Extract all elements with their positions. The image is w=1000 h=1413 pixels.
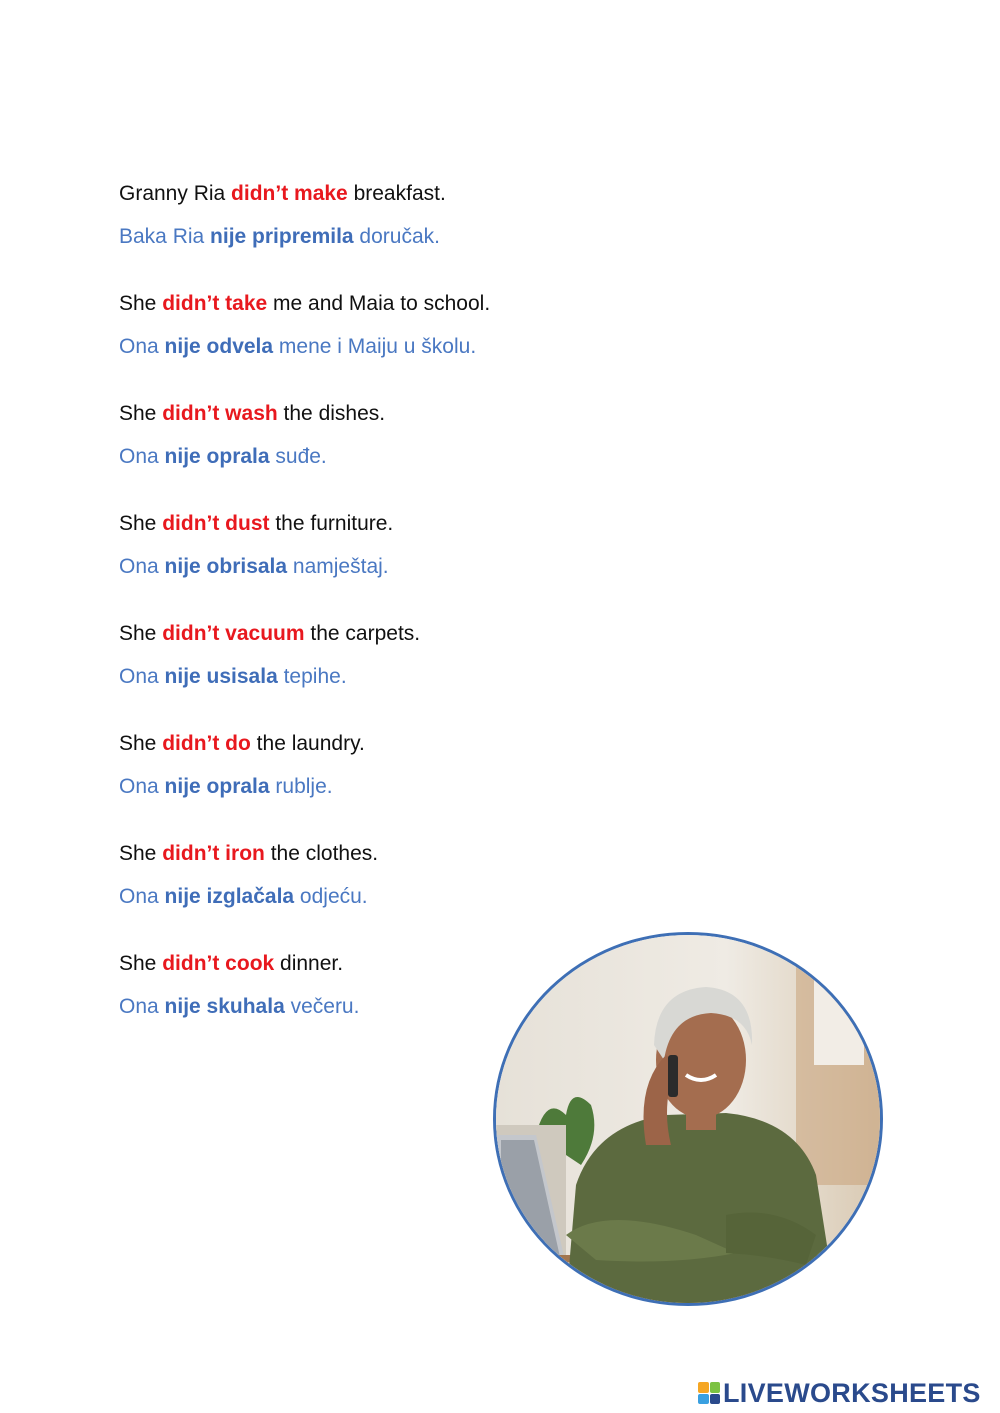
negative-verb: didn’t make [231,182,348,205]
liveworksheets-logo-icon [698,1382,720,1404]
english-sentence: She didn’t do the laundry. [119,732,365,755]
translated-verb: nije obrisala [164,555,288,578]
translated-verb: nije skuhala [164,995,285,1018]
translated-verb: nije oprala [164,775,270,798]
translation-sentence: Ona nije izglačala odjeću. [119,885,368,908]
translated-verb: nije usisala [164,665,278,688]
sentence-pair [119,178,719,288]
sentence-pair [119,618,719,728]
english-sentence: Granny Ria didn’t make breakfast. [119,182,446,205]
translation-sentence: Baka Ria nije pripremila doručak. [119,225,440,248]
sentence-pair [119,728,719,838]
english-sentence: She didn’t dust the furniture. [119,512,394,535]
photo-illustration [496,935,880,1303]
logo-text: LIVEWORKSHEETS [723,1377,981,1408]
english-sentence: She didn’t iron the clothes. [119,842,379,865]
negative-verb: didn’t vacuum [162,622,305,645]
translation-sentence: Ona nije obrisala namještaj. [119,555,389,578]
sentence-pair [119,398,719,508]
woman-on-phone-photo [493,932,883,1306]
translation-sentence: Ona nije oprala rublje. [119,775,333,798]
negative-verb: didn’t do [162,732,251,755]
translated-verb: nije odvela [164,335,274,358]
translation-sentence: Ona nije odvela mene i Maiju u školu. [119,335,477,358]
sentence-list [119,178,719,1058]
english-sentence: She didn’t cook dinner. [119,952,344,975]
translated-verb: nije izglačala [164,885,295,908]
translation-sentence: Ona nije skuhala večeru. [119,995,360,1018]
negative-verb: didn’t iron [162,842,265,865]
negative-verb: didn’t take [162,292,268,315]
translated-verb: nije oprala [164,445,270,468]
sentence-pair [119,508,719,618]
sentence-pair [119,838,719,948]
negative-verb: didn’t dust [162,512,270,535]
translation-sentence: Ona nije usisala tepihe. [119,665,347,688]
english-sentence: She didn’t vacuum the carpets. [119,622,421,645]
sentence-pair [119,288,719,398]
translation-sentence: Ona nije oprala suđe. [119,445,327,468]
english-sentence: She didn’t take me and Maia to school. [119,292,491,315]
negative-verb: didn’t cook [162,952,275,975]
translated-verb: nije pripremila [210,225,354,248]
liveworksheets-logo [698,1377,981,1409]
english-sentence: She didn’t wash the dishes. [119,402,386,425]
negative-verb: didn’t wash [162,402,278,425]
